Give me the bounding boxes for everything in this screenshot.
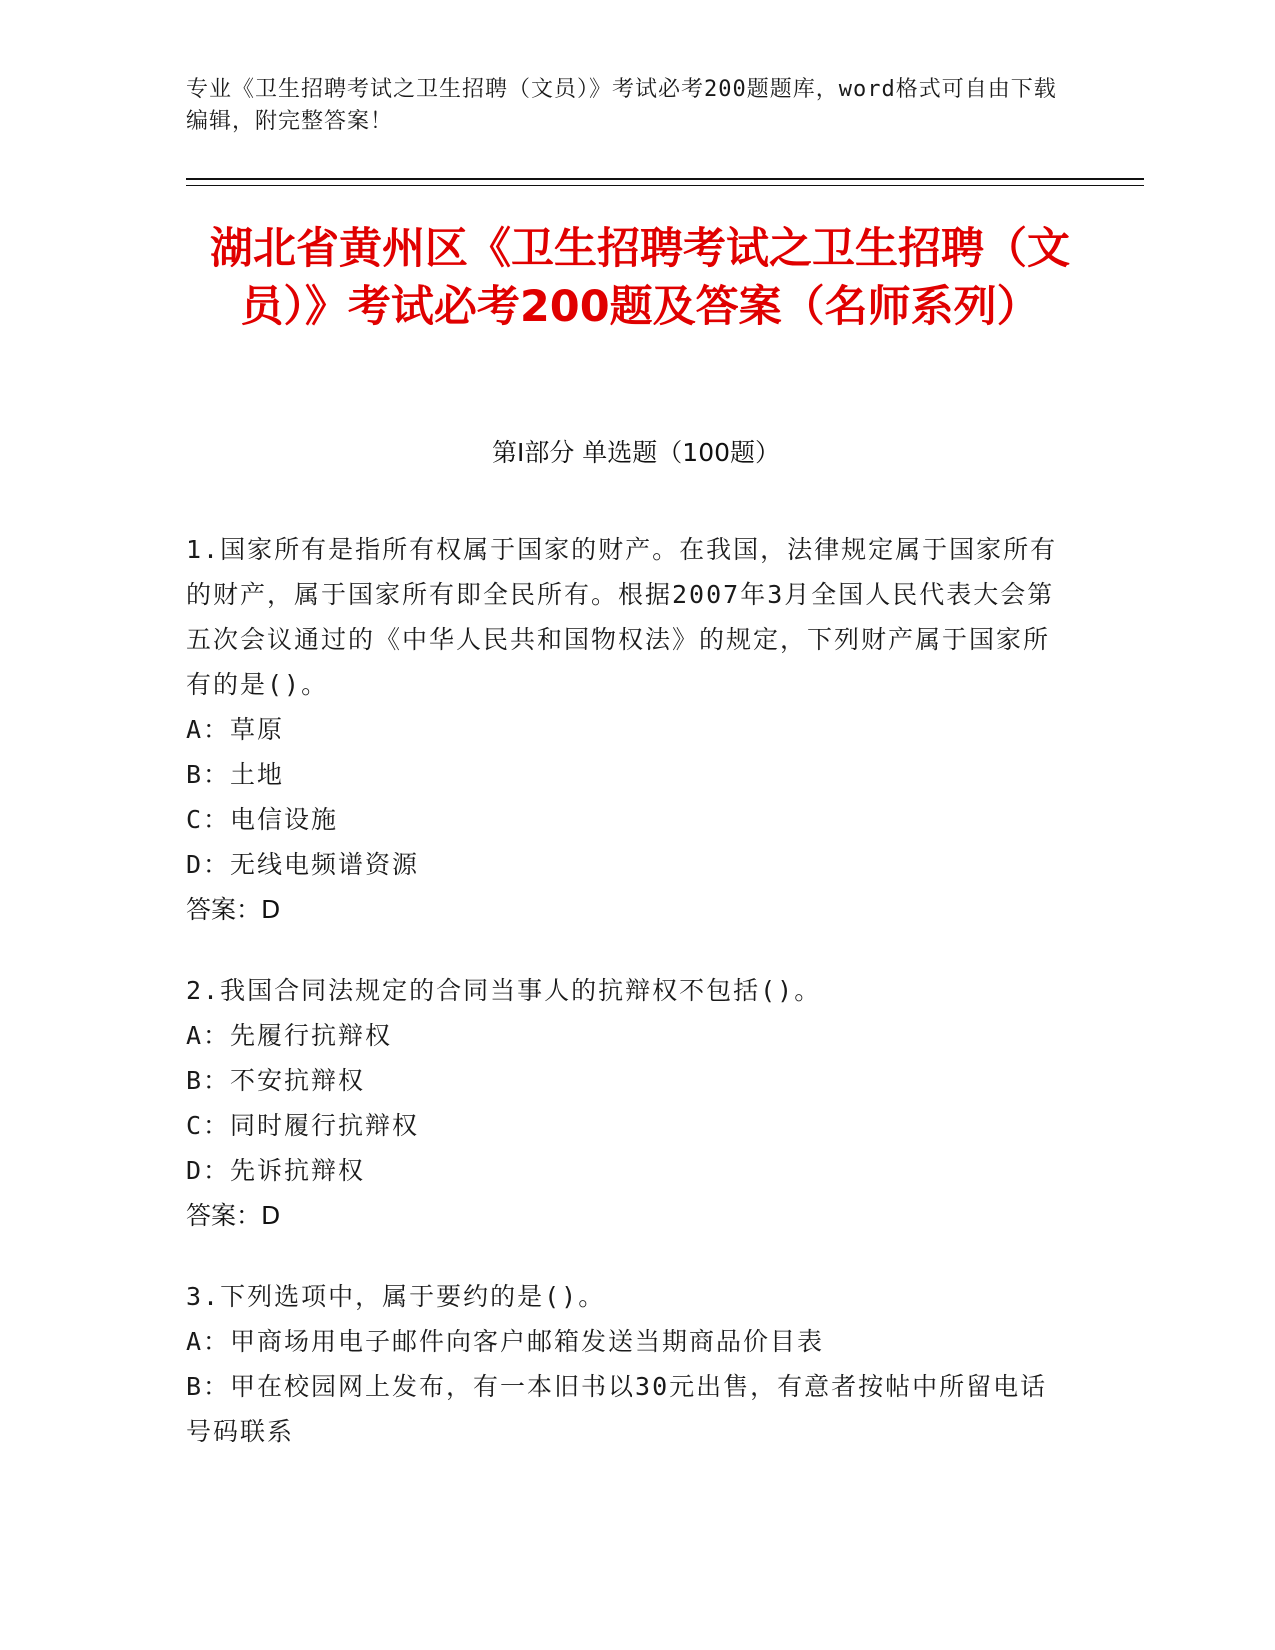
question-1 [186, 527, 1066, 932]
option-b: B：土地 [186, 760, 285, 789]
question-2 [186, 968, 1066, 1238]
option-c: C：电信设施 [186, 805, 339, 834]
document-title: 湖北省黄州区《卫生招聘考试之卫生招聘（文员）》考试必考200题及答案（名师系列） [210, 224, 1070, 332]
answer-line: 答案：D [186, 1201, 281, 1230]
option-a: A：草原 [186, 715, 285, 744]
question-stem: 2.我国合同法规定的合同当事人的抗辩权不包括()。 [186, 976, 822, 1005]
question-3 [186, 1274, 1066, 1454]
option-b: B：不安抗辩权 [186, 1066, 366, 1095]
option-c: C：同时履行抗辩权 [186, 1111, 420, 1140]
header-divider-thick [186, 178, 1144, 180]
question-stem: 1.国家所有是指所有权属于国家的财产。在我国，法律规定属于国家所有的财产，属于国家所有即全民所有。根据2007年3月全国人民代表大会第五次会议通过的《中华人民共和国物权法》的规定，下列财产属于国家所有的是()。 [186, 535, 1058, 699]
question-list [186, 527, 1066, 1490]
section-title: 第I部分 单选题（100题） [491, 438, 781, 467]
option-d: D：先诉抗辩权 [186, 1156, 366, 1185]
question-stem: 3.下列选项中，属于要约的是()。 [186, 1282, 606, 1311]
option-b: B：甲在校园网上发布，有一本旧书以30元出售，有意者按帖中所留电话号码联系 [186, 1372, 1048, 1446]
option-a: A：先履行抗辩权 [186, 1021, 393, 1050]
header-divider-thin [186, 185, 1144, 186]
answer-line: 答案：D [186, 895, 281, 924]
option-d: D：无线电频谱资源 [186, 850, 420, 879]
header-note: 专业《卫生招聘考试之卫生招聘（文员）》考试必考200题题库，word格式可自由下载编辑，附完整答案！ [186, 77, 1057, 134]
option-a: A：甲商场用电子邮件向客户邮箱发送当期商品价目表 [186, 1327, 825, 1356]
